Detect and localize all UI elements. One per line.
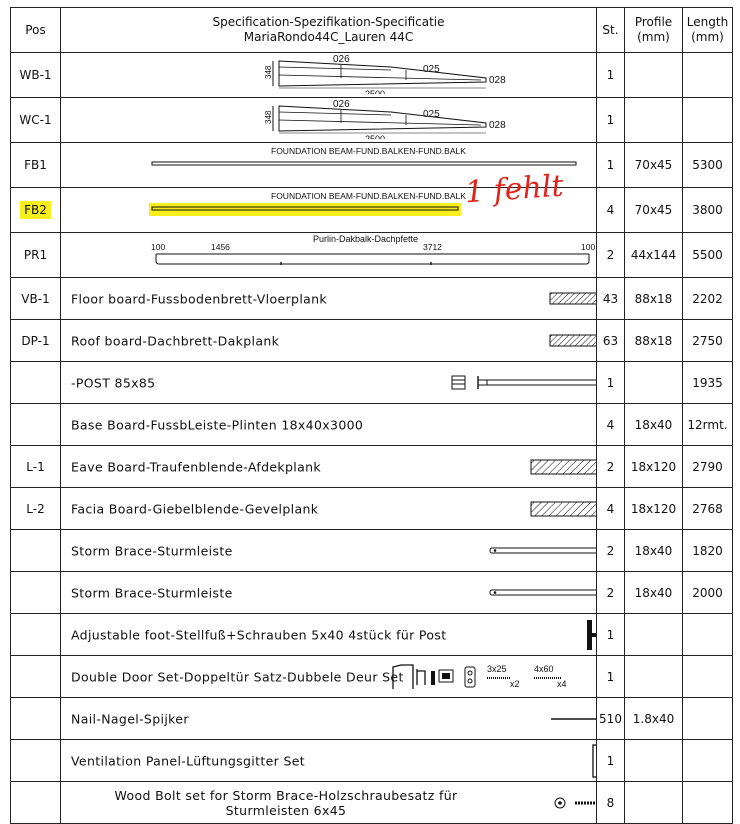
truss-dim-b: 025 bbox=[423, 64, 440, 75]
row-description bbox=[61, 488, 597, 530]
table-row bbox=[11, 530, 733, 572]
row-description bbox=[61, 782, 597, 824]
row-length: 12rmt. bbox=[683, 404, 733, 446]
row-profile bbox=[625, 53, 683, 98]
row-profile: 18x40 bbox=[625, 530, 683, 572]
row-length bbox=[683, 614, 733, 656]
row-length: 1820 bbox=[683, 530, 733, 572]
row-pos bbox=[11, 740, 61, 782]
nail-icon bbox=[549, 706, 597, 732]
row-qty: 1 bbox=[597, 362, 625, 404]
purlin-drawing bbox=[61, 233, 597, 274]
row-drawing bbox=[61, 53, 597, 98]
row-description bbox=[61, 320, 597, 362]
row-length: 5500 bbox=[683, 233, 733, 278]
row-description bbox=[61, 572, 597, 614]
row-length: 2202 bbox=[683, 278, 733, 320]
row-qty: 2 bbox=[597, 530, 625, 572]
table-row bbox=[11, 572, 733, 614]
pos-highlight: FB2 bbox=[20, 201, 51, 219]
row-description bbox=[61, 740, 597, 782]
truss-dim-c: 028 bbox=[489, 120, 506, 131]
row-profile: 18x40 bbox=[625, 572, 683, 614]
screw1-count: x2 bbox=[510, 679, 520, 689]
row-pos bbox=[11, 530, 61, 572]
row-pos bbox=[11, 404, 61, 446]
table-row bbox=[11, 362, 733, 404]
table-row bbox=[11, 404, 733, 446]
door-handle-icon bbox=[393, 665, 413, 689]
profile-label: Profile bbox=[634, 15, 673, 29]
truss-length-label: 2500 bbox=[365, 89, 386, 94]
row-pos: L-2 bbox=[11, 488, 61, 530]
description-text: Nail-Nagel-Spijker bbox=[71, 711, 189, 726]
row-qty: 1 bbox=[597, 656, 625, 698]
row-qty: 1 bbox=[597, 740, 625, 782]
facia-board-icon bbox=[529, 500, 597, 518]
description-text: Wood Bolt set for Storm Brace-Holzschraubesatz für Sturmleisten 6x45 bbox=[114, 787, 458, 818]
description-text: Adjustable foot-Stellfuß+Schrauben 5x40 4stück für Post bbox=[71, 627, 447, 642]
table-row bbox=[11, 53, 733, 98]
table-row bbox=[11, 698, 733, 740]
handwritten-annotation: 1 fehlt bbox=[463, 168, 565, 211]
row-profile bbox=[625, 656, 683, 698]
adjustable-foot-icon bbox=[583, 618, 597, 652]
description-text: Facia Board-Giebelblende-Gevelplank bbox=[71, 501, 319, 516]
header-qty: St. bbox=[597, 8, 625, 53]
description-text: Storm Brace-Sturmleiste bbox=[71, 543, 233, 558]
purlin-dim-3: 3712 bbox=[423, 242, 442, 252]
row-length bbox=[683, 740, 733, 782]
beam-label: FOUNDATION BEAM-FUND.BALKEN-FUND.BALK bbox=[271, 191, 466, 201]
screw1-size: 3x25 bbox=[487, 664, 507, 674]
beam-label: FOUNDATION BEAM-FUND.BALKEN-FUND.BALK bbox=[271, 146, 466, 156]
row-profile bbox=[625, 614, 683, 656]
ventilation-panel-icon bbox=[591, 743, 597, 779]
row-length: 2790 bbox=[683, 446, 733, 488]
eave-board-icon bbox=[529, 458, 597, 476]
header-specification bbox=[61, 8, 597, 53]
description-text: Double Door Set-Doppeltür Satz-Dubbele Deur Set bbox=[71, 669, 404, 684]
table-row bbox=[11, 233, 733, 278]
row-qty: 1 bbox=[597, 614, 625, 656]
truss-dim-a: 026 bbox=[333, 99, 350, 110]
row-length bbox=[683, 698, 733, 740]
row-length bbox=[683, 53, 733, 98]
storm-brace-icon bbox=[489, 587, 597, 599]
table-row bbox=[11, 320, 733, 362]
row-description bbox=[61, 404, 597, 446]
row-pos: WB-1 bbox=[11, 53, 61, 98]
row-qty: 43 bbox=[597, 278, 625, 320]
row-description bbox=[61, 656, 597, 698]
lock-icon bbox=[465, 667, 475, 687]
header-length bbox=[683, 8, 733, 53]
header-pos: Pos bbox=[11, 8, 61, 53]
row-description bbox=[61, 614, 597, 656]
row-pos: VB-1 bbox=[11, 278, 61, 320]
row-pos: PR1 bbox=[11, 233, 61, 278]
row-qty: 1 bbox=[597, 143, 625, 188]
row-length bbox=[683, 782, 733, 824]
row-profile: 18x120 bbox=[625, 446, 683, 488]
row-length: 2000 bbox=[683, 572, 733, 614]
truss-drawing bbox=[61, 53, 597, 94]
post-icon bbox=[451, 373, 597, 393]
row-qty: 2 bbox=[597, 572, 625, 614]
truss-dim-b: 025 bbox=[423, 109, 440, 120]
row-description bbox=[61, 446, 597, 488]
row-profile: 70x45 bbox=[625, 188, 683, 233]
row-qty: 8 bbox=[597, 782, 625, 824]
row-profile bbox=[625, 98, 683, 143]
floor-board-icon bbox=[549, 290, 597, 308]
description-text: -POST 85x85 bbox=[71, 375, 156, 390]
length-unit: (mm) bbox=[691, 30, 724, 44]
row-qty: 4 bbox=[597, 188, 625, 233]
row-profile: 88x18 bbox=[625, 320, 683, 362]
truss-height-label: 348 bbox=[264, 110, 273, 124]
truss-length-label: 2500 bbox=[365, 134, 386, 139]
purlin-dim-4: 100 bbox=[581, 242, 596, 252]
row-profile: 18x120 bbox=[625, 488, 683, 530]
row-profile: 70x45 bbox=[625, 143, 683, 188]
row-pos: L-1 bbox=[11, 446, 61, 488]
row-qty: 63 bbox=[597, 320, 625, 362]
storm-brace-icon bbox=[489, 545, 597, 557]
table-row-highlighted bbox=[11, 188, 733, 233]
row-qty: 1 bbox=[597, 53, 625, 98]
truss-dim-a: 026 bbox=[333, 54, 350, 65]
row-qty: 4 bbox=[597, 404, 625, 446]
spec-title: Specification-Spezifikation-Specificatie bbox=[212, 15, 445, 29]
row-profile: 44x144 bbox=[625, 233, 683, 278]
row-pos bbox=[11, 698, 61, 740]
row-drawing bbox=[61, 98, 597, 143]
table-row bbox=[11, 740, 733, 782]
row-profile: 18x40 bbox=[625, 404, 683, 446]
table-row bbox=[11, 782, 733, 824]
row-qty: 2 bbox=[597, 233, 625, 278]
roof-board-icon bbox=[549, 332, 597, 350]
table-row bbox=[11, 446, 733, 488]
row-pos bbox=[11, 614, 61, 656]
table-row bbox=[11, 656, 733, 698]
row-pos bbox=[11, 362, 61, 404]
description-text: Base Board-FussbLeiste-Plinten 18x40x3000 bbox=[71, 417, 364, 432]
row-length: 5300 bbox=[683, 143, 733, 188]
description-text: Storm Brace-Sturmleiste bbox=[71, 585, 233, 600]
row-qty: 2 bbox=[597, 446, 625, 488]
profile-unit: (mm) bbox=[637, 30, 670, 44]
row-description bbox=[61, 530, 597, 572]
row-length: 1935 bbox=[683, 362, 733, 404]
truss-height-label: 348 bbox=[264, 65, 273, 79]
truss-dim-c: 028 bbox=[489, 75, 506, 86]
row-length bbox=[683, 98, 733, 143]
row-pos bbox=[11, 572, 61, 614]
screw2-size: 4x60 bbox=[534, 664, 554, 674]
row-qty: 1 bbox=[597, 98, 625, 143]
row-pos: WC-1 bbox=[11, 98, 61, 143]
row-profile bbox=[625, 740, 683, 782]
row-description bbox=[61, 278, 597, 320]
table-row bbox=[11, 614, 733, 656]
purlin-label: Purlin-Dakbalk-Dachpfette bbox=[313, 234, 419, 244]
header-profile bbox=[625, 8, 683, 53]
door-set-icon bbox=[391, 661, 597, 693]
row-qty: 510 bbox=[597, 698, 625, 740]
row-description bbox=[61, 362, 597, 404]
table-row bbox=[11, 98, 733, 143]
wood-bolt-icon bbox=[553, 794, 597, 814]
row-pos bbox=[11, 188, 61, 233]
purlin-dim-1: 100 bbox=[151, 242, 166, 252]
purlin-dim-2: 1456 bbox=[211, 242, 230, 252]
row-length: 2750 bbox=[683, 320, 733, 362]
specification-table bbox=[10, 7, 733, 824]
row-length: 2768 bbox=[683, 488, 733, 530]
row-qty: 4 bbox=[597, 488, 625, 530]
row-length bbox=[683, 656, 733, 698]
row-profile: 1.8x40 bbox=[625, 698, 683, 740]
row-profile: 88x18 bbox=[625, 278, 683, 320]
truss-drawing bbox=[61, 98, 597, 139]
row-pos: FB1 bbox=[11, 143, 61, 188]
table-row bbox=[11, 143, 733, 188]
description-text: Roof board-Dachbrett-Dakplank bbox=[71, 333, 280, 348]
row-pos bbox=[11, 782, 61, 824]
table-row bbox=[11, 278, 733, 320]
description-text: Floor board-Fussbodenbrett-Vloerplank bbox=[71, 291, 328, 306]
table-row bbox=[11, 488, 733, 530]
row-profile bbox=[625, 782, 683, 824]
description-text: Ventilation Panel-Lüftungsgitter Set bbox=[71, 753, 306, 768]
screw2-count: x4 bbox=[557, 679, 567, 689]
table-header-row bbox=[11, 8, 733, 53]
length-label: Length bbox=[686, 15, 729, 29]
row-pos bbox=[11, 656, 61, 698]
row-description bbox=[61, 698, 597, 740]
row-pos: DP-1 bbox=[11, 320, 61, 362]
description-text: Eave Board-Traufenblende-Afdekplank bbox=[71, 459, 321, 474]
spec-model: MariaRondo44C_Lauren 44C bbox=[243, 30, 414, 44]
row-drawing bbox=[61, 233, 597, 278]
row-length: 3800 bbox=[683, 188, 733, 233]
row-profile bbox=[625, 362, 683, 404]
